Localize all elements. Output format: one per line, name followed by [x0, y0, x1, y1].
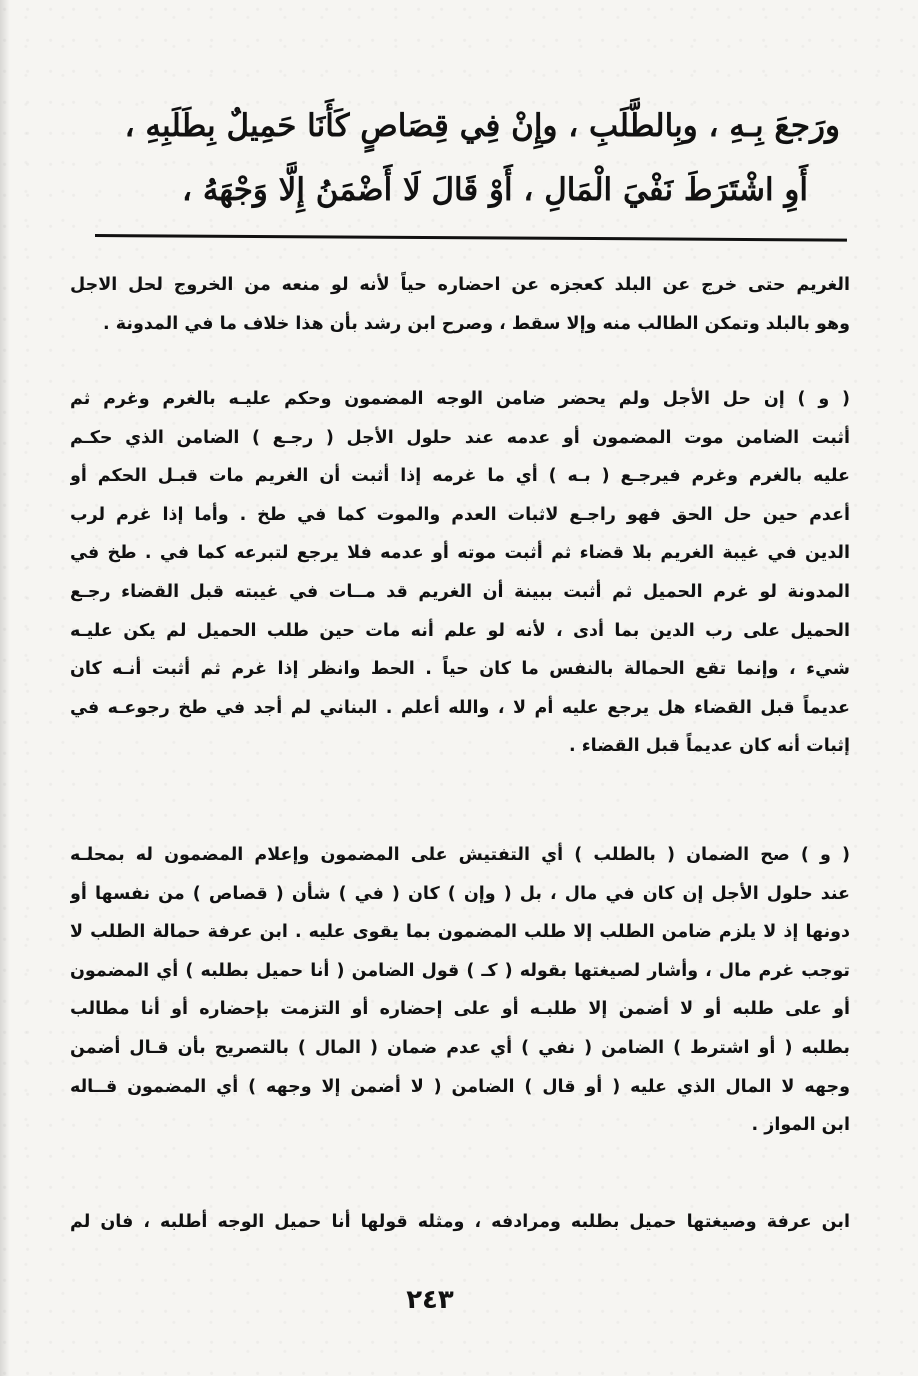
commentary-paragraph-3 [70, 836, 850, 1145]
text-line: وهو بالبلد وتمكن الطالب منه وإلا سقط ، وصرح ابن رشد بأن هذا خلاف ما في المدونة . [103, 313, 850, 334]
commentary-paragraph-2 [70, 380, 850, 766]
matn-line-1: ورَجعَ بِـهِ ، وبِالطَّلَبِ ، وإِنْ فِي قِصَاصٍ كَأَنَا حَمِيلٌ بِطَلَبِهِ ، [124, 108, 840, 144]
commentary-paragraph-4 [70, 1203, 850, 1242]
text-line: عديماً قبل القضاء هل يرجع عليه أم لا ، والله أعلم . البناني لم أجد في طخ رجوعـه في [70, 697, 850, 718]
binding-edge-shadow [0, 0, 10, 1376]
text-line: ابن عرفة وصيغتها حميل بطلبه ومرادفه ، ومثله قولها أنا حميل الوجه أطلبه ، فان لم [70, 1212, 850, 1232]
text-line: عند حلول الأجل إن كان في مال ، بل ( وإن ) كان ( في ) شأن ( قصاص ) من نفسها أو [70, 883, 850, 904]
commentary-paragraph-1 [70, 266, 850, 343]
text-line: إثبات أنه كان عديماً قبل القضاء . [568, 736, 850, 757]
page-number: ٢٤٣ [406, 1285, 454, 1315]
text-line: عليه بالغرم وغرم فيرجـع ( بـه ) أي ما غرمه إذا أثبت أن الغريم مات قبـل الحكم أو [70, 466, 850, 487]
matn-line-2: أَوِ اشْتَرَطَ نَفْيَ الْمَالِ ، أَوْ قَالَ لَا أَضْمَنُ إِلَّا وَجْهَهُ ، [182, 172, 808, 208]
text-line: بطلبه ( أو اشترط ) الضامن ( نفي ) أي عدم ضمان ( المال ) بالتصريح بأن قـال أضمن [70, 1037, 850, 1058]
text-line: الغريم حتى خرج عن البلد كعجزه عن احضاره حياً لأنه لو منعه من الخروج لحل الاجل [70, 275, 850, 295]
text-line: دونها إذ لا يلزم ضامن الطلب إلا طلب المضمون بما يقوى عليه . ابن عرفة حمالة الطلب لا [70, 922, 850, 943]
text-line: أثبت الضامن موت المضمون أو عدمه عند حلول الأجل ( رجـع ) الضامن الذي حكـم [70, 427, 850, 448]
text-line: ( و ) صح الضمان ( بالطلب ) أي التفتيش على المضمون وإعلام المضمون له بمحلـه [70, 845, 850, 865]
text-line: ابن المواز . [751, 1115, 850, 1136]
text-line: ( و ) إن حل الأجل ولم يحضر ضامن الوجه المضمون وحكم عليـه بالغرم وغرم ثم [70, 389, 850, 409]
text-line: أو على طلبه أو لا أضمن إلا طلبـه أو على إحضاره أو التزمت بإحضاره أو أنا مطالب [70, 999, 850, 1020]
header-rule [95, 234, 847, 242]
text-line: المدونة لو غرم الحميل ثم أثبت ببينة أن الغريم قد مــات في غيبته قبل القضاء رجـع [70, 581, 850, 602]
text-line: الدين في غيبة الغريم بلا قضاء ثم أثبت موته أو عدمه فلا يرجع لتبرعه كما في . طخ في [70, 543, 850, 564]
text-line: وجهه لا المال الذي عليه ( أو قال ) الضامن ( لا أضمن إلا وجهه ) أي المضمون قــاله [70, 1076, 850, 1097]
text-line: الحميل على رب الدين بما أدى ، لأنه لو علم أنه مات حين طلب الحميل لم يكن عليـه [70, 620, 850, 641]
text-line: توجب غرم مال ، وأشار لصيغتها بقوله ( كـ ) قول الضامن ( أنا حميل بطلبه ) أي المضمون [70, 960, 850, 981]
text-line: شيء ، وإنما تقع الحمالة بالنفس ما كان حياً . الحط وانظر إذا غرم ثم أثبت أنـه كان [70, 659, 850, 680]
text-line: أعدم حين حل الحق فهو راجـع لاثبات العدم والموت كما في طخ . وأما إذا غرم لرب [70, 504, 850, 525]
